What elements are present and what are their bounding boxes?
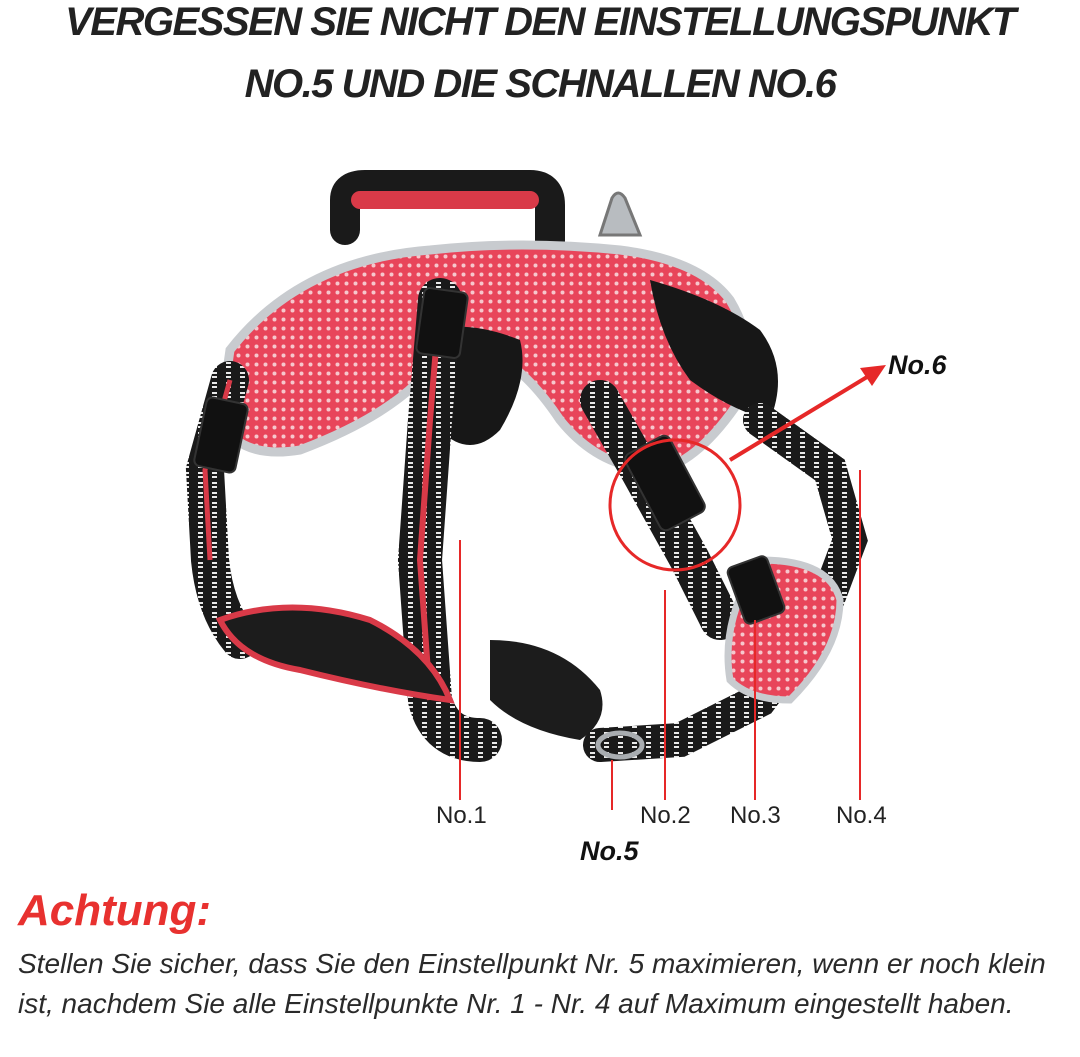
callout-label-no4: No.4 <box>836 802 887 829</box>
note-title: Achtung: <box>18 886 212 935</box>
callout-label-no5: No.5 <box>580 836 639 866</box>
arrow-no6-icon <box>860 365 886 386</box>
note-body: Stellen Sie sicher, dass Sie den Einstellpunkt Nr. 5 maximieren, wenn er noch klein ist, nachdem Sie alle Einstellpunkte Nr. 1 - Nr. 4 auf Maximum eingestellt haben. <box>18 948 1046 1019</box>
leash-ring <box>600 193 640 235</box>
headline-line-1: VERGESSEN SIE NICHT DEN EINSTELLUNGSPUNKT <box>65 0 1015 44</box>
buckle-top <box>416 287 469 358</box>
callout-label-no2: No.2 <box>640 802 691 829</box>
callout-label-no3: No.3 <box>730 802 781 829</box>
belly-pad <box>490 640 603 740</box>
harness-illustration <box>0 150 1080 810</box>
buckle-left <box>193 396 249 473</box>
headline-line-2: NO.5 UND DIE SCHNALLEN NO.6 <box>244 62 836 106</box>
callout-label-no1: No.1 <box>436 802 487 829</box>
callout-label-no6: No.6 <box>888 350 947 380</box>
